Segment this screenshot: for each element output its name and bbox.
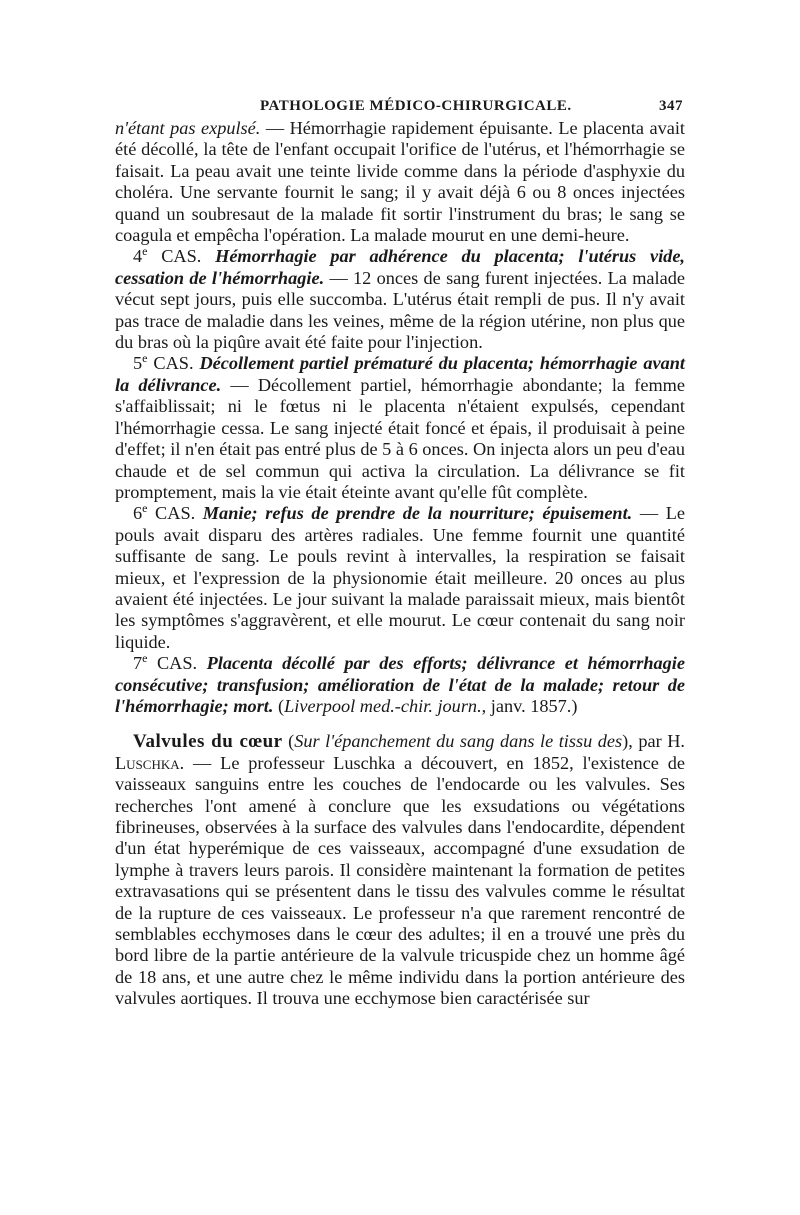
case-6 [115,503,685,653]
case-number: 5 [133,353,143,374]
case-ordinal: e [142,651,148,666]
running-head [115,96,685,118]
case-title: Manie; refus de prendre de la nourriture; épuisement. [202,503,633,524]
case-ordinal: e [142,351,148,366]
case-label: CAS. [147,246,216,267]
section-gap [115,717,685,731]
section-text: . — Le professeur Luschka a découvert, en 1852, l'existence de vaisseaux sanguins entre les couches de l'endocarde ou les valvules. Ses recherches l'ont amené à conclure que les exsudations ou végétations fibrineuses, observées à la surface des valvules dans l'endocardite, dépendent d'un état hyperémique de ces vaisseaux, accompagné d'une exsudation de lymphe à travers leurs parois. Il considère maintenant la formation de petites extravasations qui se présentent dans le tissu des valvules comme le résultat de la rupture de ces vaisseaux. Le professeur n'a que rarement rencontré de semblables ecchymoses dans le cœur des adultes; il en a trouvé une près du bord libre de la partie antérieure de la valvule tricuspide chez un homme âgé de 18 ans, et une autre chez le même individu dans la portion antérieure des valvules aortiques. Il trouva une ecchymose bien caractérisée sur [115,752,685,1009]
case-number: 7 [133,653,143,674]
section-valvules [115,731,685,1009]
case-label: CAS. [147,353,200,374]
case-number: 4 [133,246,143,267]
running-title: PATHOLOGIE MÉDICO-CHIRURGICALE. [260,98,572,114]
case-7 [115,653,685,717]
section-heading: Valvules du cœur [133,731,283,753]
case-ordinal: e [142,244,148,259]
case-text: — 12 onces de sang furent injectées. La malade vécut sept jours, puis elle succomba. L'utérus était rempli de pus. Il n'y avait pas trace de maladie dans les veines, même de la région utérine, non plus que du bras où la piqûre avait été faite pour l'injection. [115,267,685,353]
case-text: — Décollement partiel, hémorrhagie abondante; la femme s'affaiblissait; ni le fœtus ni le placenta n'étaient expulsés, cependant l'hémorrhagie cessa. Le sang injecté était foncé et épais, il produisait à peine d'effet; il n'en était pas entré plus de 5 à 6 onces. On injecta alors un peu d'eau chaude et de sel commun qui activa la circulation. La délivrance se fit promptement, mais la vie était éteinte avant qu'elle fût complète. [115,374,685,502]
case-ordinal: e [142,501,148,516]
section-subtitle: Sur l'épanchement du sang dans le tissu des [294,731,623,752]
subtitle-open: ( [282,731,295,752]
case-title: Décollement partiel prématuré du placenta; hémorrhagie avant la délivrance. [115,353,685,395]
paragraph-text: — Hémorrhagie rapidement épuisante. Le placenta avait été décollé, la tête de l'enfant occupait l'orifice de l'utérus, et l'hémorrhagie se faisait. La peau avait une teinte livide comme dans la période d'asphyxie du choléra. Une servante fournit le sang; il y avait déjà 6 ou 8 onces injectées quand un soubresaut de la malade fit sortir l'instrument du bras; le sang se coagula et empêcha l'opération. La malade mourut en une demi-heure. [115,118,685,246]
case-title: Hémorrhagie par adhérence du placenta; l'utérus vide, cessation de l'hémorrhagie. [115,246,685,288]
page-number: 347 [659,98,683,114]
case-label: CAS. [147,503,203,524]
case-4 [115,246,685,353]
case-label: CAS. [147,653,207,674]
subtitle-close: ), [622,731,633,752]
page [115,96,685,1010]
reference-close: , janv. 1857.) [481,695,578,716]
case-title: Placenta décollé par des efforts; délivrance et hémorrhagie consécutive; transfusion; amélioration de l'état de la malade; retour de l'hémorrhagie; mort. [115,653,685,716]
author-name: Luschka [115,752,180,773]
reference-open: ( [273,695,285,716]
case-5 [115,353,685,503]
case-text: — Le pouls avait disparu des artères radiales. Une femme fournit une quantité suffisante de sang. Le pouls revint à intervalles, la respiration se faisait mieux, et l'expression de la physionomie était meilleure. 20 onces au plus avaient été injectées. Le jour suivant la malade paraissait mieux, mais bientôt les symptômes s'aggravèrent, et elle mourut. Le cœur contenait du sang noir liquide. [115,503,685,652]
case-number: 6 [133,503,143,524]
author-prefix: par H. [632,731,685,752]
paragraph-continued [115,118,685,246]
paragraph-lead: n'étant pas expulsé. [115,118,261,138]
journal-reference: Liverpool med.-chir. journ. [284,695,482,716]
body-text [115,118,685,1010]
